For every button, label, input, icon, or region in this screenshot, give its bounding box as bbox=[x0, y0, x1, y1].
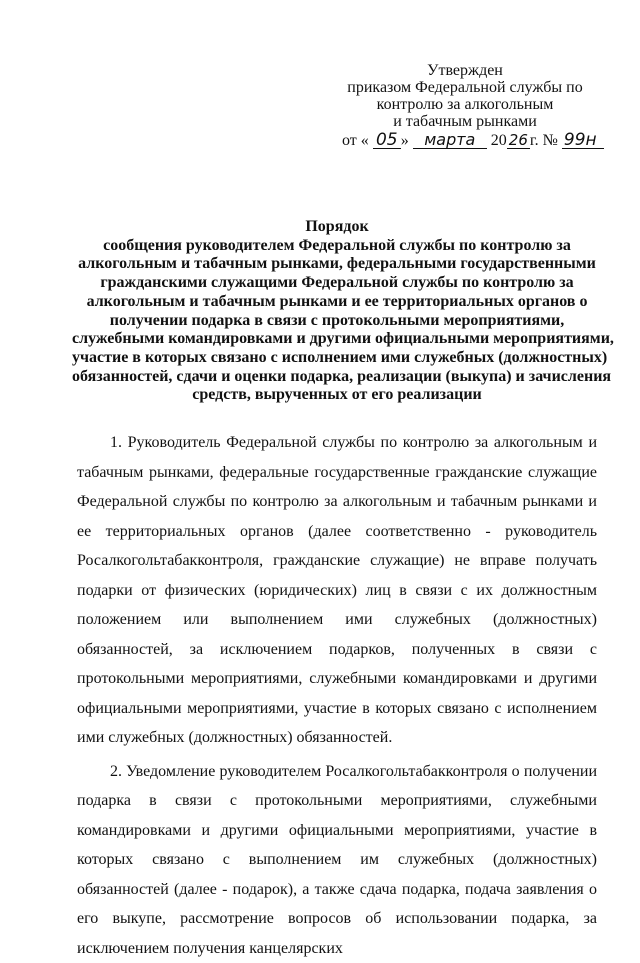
title-line: обязанностей, сдачи и оценки подарка, реализации (выкупа) и зачисления bbox=[72, 368, 602, 387]
year-unit: г. № bbox=[530, 132, 558, 149]
title-heading: Порядок bbox=[72, 218, 602, 237]
handwritten-month: марта bbox=[413, 132, 487, 149]
title-line: участие в которых связано с исполнением ими служебных (должностных) bbox=[72, 349, 602, 368]
approval-date-line bbox=[330, 132, 600, 149]
approval-line-3: контролю за алкогольным bbox=[330, 96, 600, 113]
paragraph-2: 2. Уведомление руководителем Росалкогольтабакконтроля о получении подарка в связи с протокольными мероприятиями, служебными командировками и другими официальными мероприятиями, участие в которых связано с выполнением им служебных (должностных) обязанностей (далее - подарок), а также сдача подарка, подача заявления о его выкупе, рассмотрение вопросов об использовании подарка, за исключением получения канцелярских bbox=[77, 757, 597, 963]
approval-line-1: Утвержден bbox=[330, 62, 600, 79]
approval-line-2: приказом Федеральной службы по bbox=[330, 79, 600, 96]
handwritten-order-number: 99н bbox=[562, 132, 604, 149]
handwritten-day: 05 bbox=[373, 132, 401, 149]
handwritten-year: 26 bbox=[507, 132, 530, 149]
approval-line-4: и табачным рынками bbox=[330, 113, 600, 130]
title-line: служебными командировками и другими официальными мероприятиями, bbox=[72, 330, 602, 349]
title-line: средств, вырученных от его реализации bbox=[72, 386, 602, 405]
approval-stamp bbox=[330, 62, 600, 149]
document-body bbox=[77, 428, 597, 963]
document-title bbox=[72, 218, 602, 405]
title-line: алкогольным и табачным рынками и ее территориальных органов о bbox=[72, 293, 602, 312]
title-line: получении подарка в связи с протокольными мероприятиями, bbox=[72, 312, 602, 331]
title-line: сообщения руководителем Федеральной службы по контролю за bbox=[72, 237, 602, 256]
date-prefix: от « bbox=[342, 132, 369, 149]
year-prefix: 20 bbox=[491, 132, 507, 149]
title-line: алкогольным и табачным рынками, федеральными государственными bbox=[72, 255, 602, 274]
paragraph-1: 1. Руководитель Федеральной службы по контролю за алкогольным и табачным рынками, федеральные государственные гражданские служащие Федеральной службы по контролю за алкогольным и табачным рынками и ее территориальных органов (далее соответственно - руководитель Росалкогольтабакконтроля, гражданские служащие) не вправе получать подарки от физических (юридических) лиц в связи с их должностным положением или выполнением ими служебных (должностных) обязанностей, за исключением подарков, полученных в связи с протокольными мероприятиями, служебными командировками и другими официальными мероприятиями, участие в которых связано с исполнением ими служебных (должностных) обязанностей. bbox=[77, 428, 597, 753]
date-day-close: » bbox=[401, 132, 409, 149]
title-line: гражданскими служащими Федеральной службы по контролю за bbox=[72, 274, 602, 293]
